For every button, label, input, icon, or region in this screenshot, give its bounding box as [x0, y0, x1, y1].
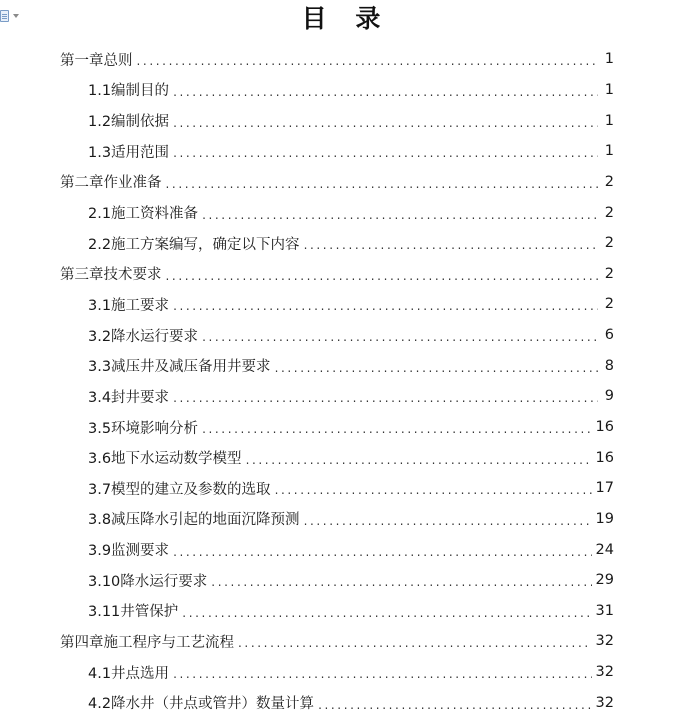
- toc-page-number: 8: [604, 357, 614, 374]
- toc-entry-label: 3.8减压降水引起的地面沉降预测: [88, 512, 300, 529]
- toc-leader-dots: [318, 699, 591, 711]
- toc-page-number: 19: [595, 510, 614, 527]
- toc-entry[interactable]: [60, 136, 614, 167]
- toc-leader-dots: [238, 637, 592, 649]
- toc-page-number: 24: [595, 541, 614, 558]
- toc-leader-dots: [173, 117, 598, 129]
- toc-page-number: 2: [604, 235, 614, 252]
- toc-page-number: 2: [604, 296, 614, 313]
- toc-leader-dots: [202, 331, 598, 343]
- toc-leader-dots: [202, 423, 591, 435]
- toc-entry[interactable]: [60, 381, 614, 412]
- toc-entry-label: 3.7模型的建立及参数的选取: [88, 481, 271, 498]
- toc-leader-dots: [173, 546, 591, 558]
- toc-entry-label: 3.4封井要求: [88, 389, 170, 406]
- toc-page-number: 31: [595, 602, 614, 619]
- toc-leader-dots: [202, 209, 598, 221]
- toc-entry[interactable]: [60, 442, 614, 473]
- toc-list: [60, 44, 614, 718]
- toc-entry-label: 第四章施工程序与工艺流程: [60, 634, 234, 651]
- toc-entry-label: 3.6地下水运动数学模型: [88, 451, 242, 468]
- toc-entry-label: 2.1施工资料准备: [88, 206, 199, 223]
- toc-entry-label: 1.2编制依据: [88, 114, 170, 131]
- toc-leader-dots: [275, 484, 592, 496]
- toc-page-number: 17: [595, 480, 614, 497]
- toc-entry[interactable]: [60, 626, 614, 657]
- toc-page-number: 2: [604, 265, 614, 282]
- toc-entry-label: 第二章作业准备: [60, 175, 162, 192]
- toc-entry-label: 3.9监测要求: [88, 543, 170, 560]
- toc-entry-label: 3.11井管保护: [88, 604, 179, 621]
- toc-page-number: 1: [604, 112, 614, 129]
- toc-entry-label: 第一章总则: [60, 52, 133, 69]
- toc-page-number: 2: [604, 204, 614, 221]
- toc-entry[interactable]: [60, 105, 614, 136]
- toc-leader-dots: [173, 147, 598, 159]
- toc-page-number: 32: [595, 664, 614, 681]
- toc-page-number: 1: [604, 143, 614, 160]
- toc-entry[interactable]: [60, 534, 614, 565]
- toc-page-number: 32: [595, 633, 614, 650]
- toc-entry[interactable]: [60, 167, 614, 198]
- toc-page-number: 6: [604, 327, 614, 344]
- toc-page-number: 32: [595, 694, 614, 711]
- toc-leader-dots: [137, 55, 599, 67]
- toc-page-number: 9: [604, 388, 614, 405]
- toc-page-number: 1: [604, 51, 614, 68]
- toc-leader-dots: [173, 300, 598, 312]
- toc-entry[interactable]: [60, 197, 614, 228]
- toc-leader-dots: [304, 239, 598, 251]
- toc-entry-label: 3.3减压井及减压备用井要求: [88, 359, 271, 376]
- toc-entry-label: 4.2降水井（井点或管井）数量计算: [88, 696, 315, 713]
- toc-page-number: 16: [595, 419, 614, 435]
- toc-entry[interactable]: [60, 75, 614, 106]
- toc-entry-label: 1.3适用范围: [88, 144, 170, 161]
- toc-leader-dots: [304, 515, 592, 527]
- toc-entry-label: 3.2降水运行要求: [88, 328, 199, 345]
- toc-entry[interactable]: [60, 228, 614, 259]
- toc-entry[interactable]: [60, 687, 614, 718]
- toc-entry-label: 3.5环境影响分析: [88, 420, 199, 437]
- toc-leader-dots: [275, 362, 598, 374]
- toc-entry[interactable]: [60, 44, 614, 75]
- toc-leader-dots: [173, 392, 598, 404]
- toc-entry[interactable]: [60, 320, 614, 351]
- toc-entry[interactable]: [60, 657, 614, 688]
- toc-entry[interactable]: [60, 412, 614, 443]
- page-title: 目 录: [301, 4, 391, 33]
- toc-entry[interactable]: [60, 258, 614, 289]
- toc-leader-dots: [246, 454, 592, 466]
- toc-entry-label: 3.1施工要求: [88, 297, 170, 314]
- toc-leader-dots: [182, 607, 591, 619]
- toc-page-number: 29: [595, 572, 614, 589]
- toc-entry-label: 3.10降水运行要求: [88, 573, 208, 590]
- toc-entry[interactable]: [60, 473, 614, 504]
- toc-entry[interactable]: [60, 565, 614, 596]
- toc-entry[interactable]: [60, 289, 614, 320]
- toc-entry-label: 1.1编制目的: [88, 83, 170, 100]
- toc-leader-dots: [173, 668, 591, 680]
- toc-leader-dots: [173, 86, 598, 98]
- toc-entry[interactable]: [60, 596, 614, 627]
- toc-entry-label: 第三章技术要求: [60, 267, 162, 284]
- toc-leader-dots: [211, 576, 591, 588]
- toc-page-number: 16: [595, 449, 614, 466]
- toc-leader-dots: [166, 178, 599, 190]
- toc-entry[interactable]: [60, 350, 614, 381]
- toc-page-number: 2: [604, 173, 614, 190]
- toc-leader-dots: [166, 270, 599, 282]
- toc-entry-label: 4.1井点选用: [88, 665, 170, 682]
- toc-page-number: 1: [604, 81, 614, 98]
- toc-entry[interactable]: [60, 504, 614, 535]
- toc-entry-label: 2.2施工方案编写，确定以下内容: [88, 236, 300, 253]
